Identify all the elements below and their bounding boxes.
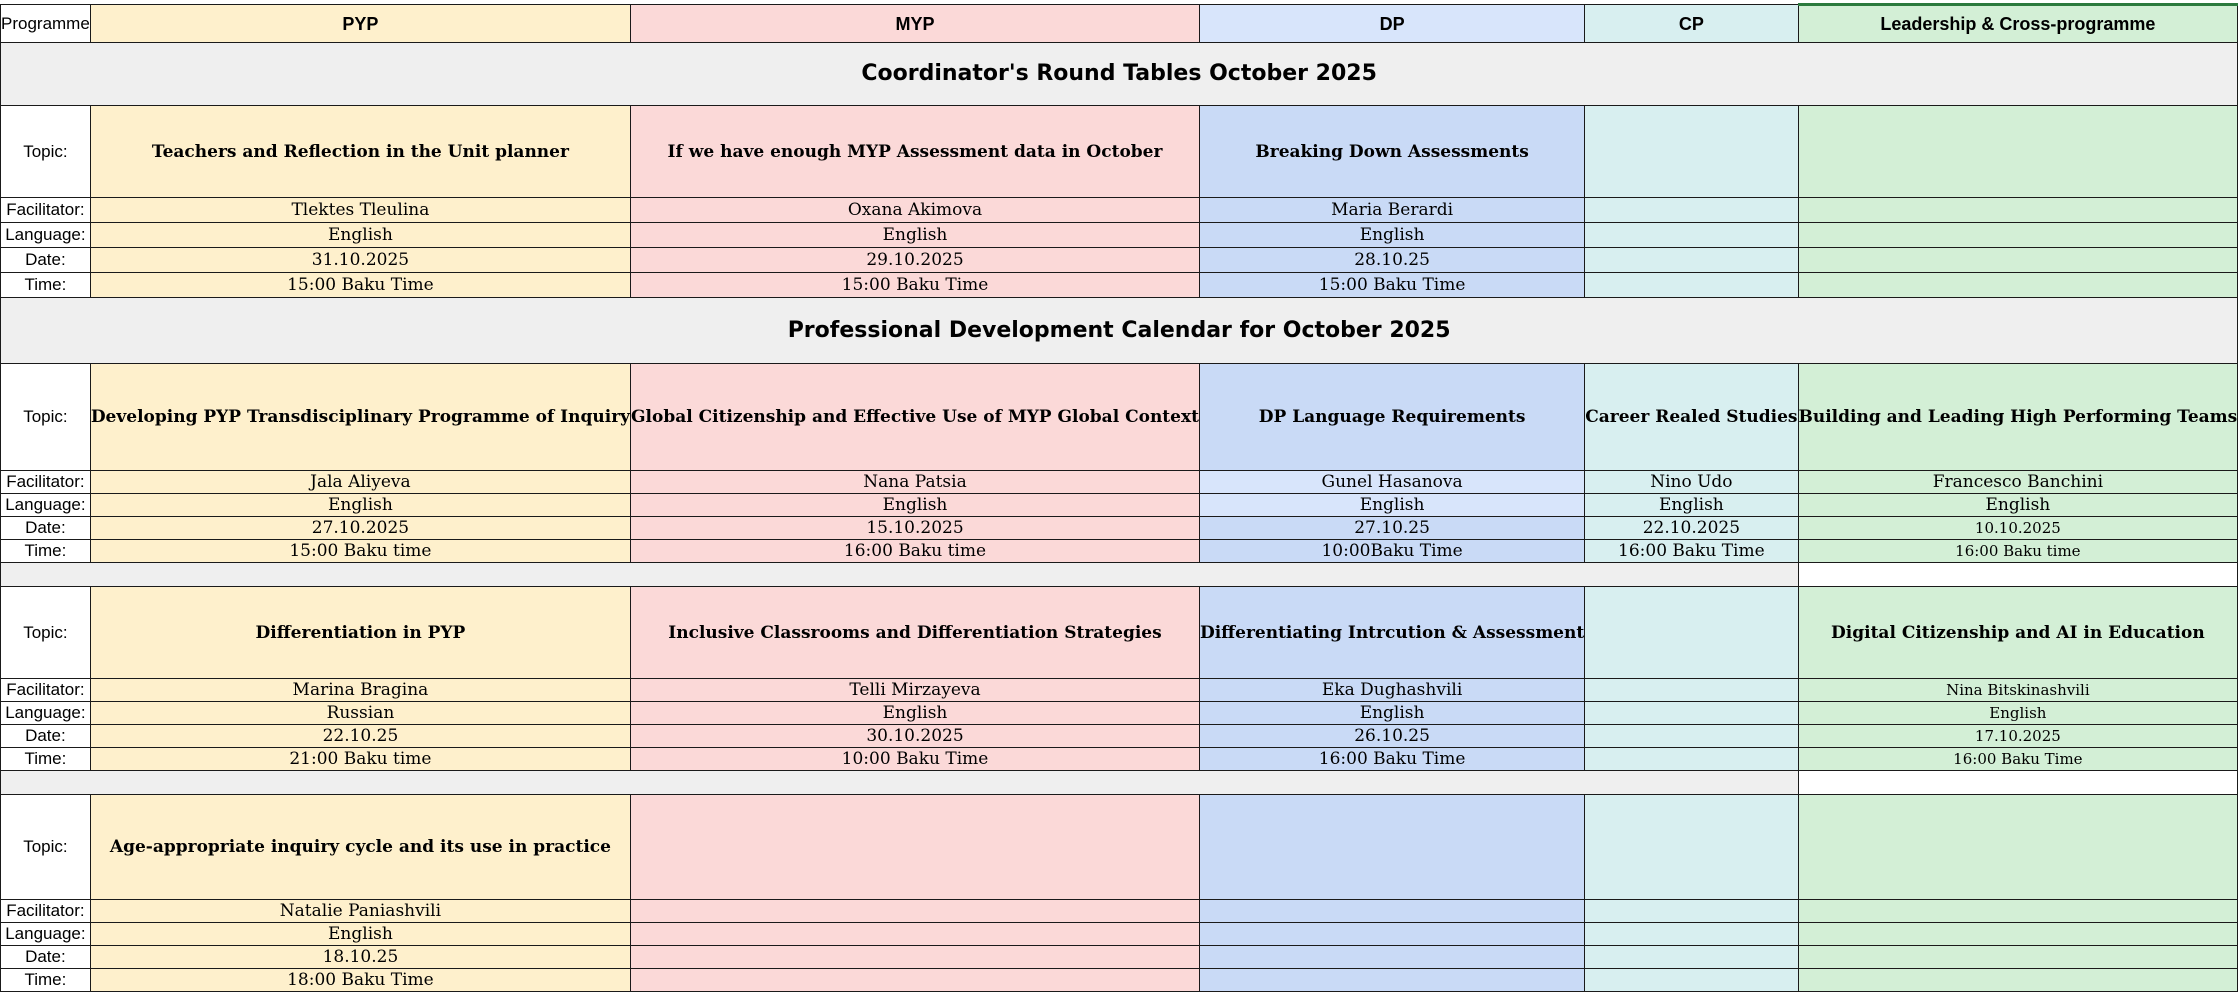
pd3-leadership-topic-cell[interactable] [1798, 795, 2238, 900]
pd1-cp-language-cell[interactable]: English [1585, 494, 1798, 517]
pd1-pyp-facilitator-cell[interactable]: Jala Aliyeva [90, 471, 630, 494]
rt-cp-language-cell[interactable] [1585, 223, 1798, 248]
rt-dp-time-cell[interactable]: 15:00 Baku Time [1199, 273, 1584, 298]
pd3-dp-date-cell[interactable] [1199, 946, 1584, 969]
pd1-cp-facilitator-cell[interactable]: Nino Udo [1585, 471, 1798, 494]
pd1-leadership-topic-cell[interactable]: Building and Leading High Performing Teams [1798, 364, 2238, 471]
pd2-pyp-time-cell[interactable]: 21:00 Baku time [90, 748, 630, 771]
pd-spacer-row-2 [1, 771, 2238, 795]
pd2-dp-topic-cell[interactable]: Differentiating Intrcution & Assessment [1199, 587, 1584, 679]
pd3-myp-date-cell[interactable] [631, 946, 1200, 969]
rt-cp-facilitator-cell[interactable] [1585, 198, 1798, 223]
rt-myp-time-cell[interactable]: 15:00 Baku Time [631, 273, 1200, 298]
pd3-myp-language-cell[interactable] [631, 923, 1200, 946]
pd-spacer-row-1 [1, 563, 2238, 587]
pd1-date-row [1, 517, 2238, 540]
pd2-leadership-facilitator-cell[interactable]: Nina Bitskinashvili [1798, 679, 2238, 702]
pd1-language-row [1, 494, 2238, 517]
rt-leadership-facilitator-cell[interactable] [1798, 198, 2238, 223]
pd3-dp-topic-cell[interactable] [1199, 795, 1584, 900]
rt-dp-language-cell[interactable]: English [1199, 223, 1584, 248]
pd1-leadership-facilitator-cell[interactable]: Francesco Banchini [1798, 471, 2238, 494]
pd3-dp-facilitator-cell[interactable] [1199, 900, 1584, 923]
rt-cp-date-cell[interactable] [1585, 248, 1798, 273]
pd3-cp-topic-cell[interactable] [1585, 795, 1798, 900]
pd2-cp-facilitator-cell[interactable] [1585, 679, 1798, 702]
pd1-cp-time-cell[interactable]: 16:00 Baku Time [1585, 540, 1798, 563]
date-label-cell[interactable]: Date: [1, 725, 91, 748]
pd2-leadership-topic-cell[interactable]: Digital Citizenship and AI in Education [1798, 587, 2238, 679]
pd2-cp-topic-cell[interactable] [1585, 587, 1798, 679]
pd2-myp-time-cell[interactable]: 10:00 Baku Time [631, 748, 1200, 771]
pd3-topic-row [1, 795, 2238, 900]
pd1-dp-facilitator-cell[interactable]: Gunel Hasanova [1199, 471, 1584, 494]
rt-cp-time-cell[interactable] [1585, 273, 1798, 298]
pd1-time-row [1, 540, 2238, 563]
pd2-cp-date-cell[interactable] [1585, 725, 1798, 748]
pd2-leadership-time-cell[interactable]: 16:00 Baku Time [1798, 748, 2238, 771]
pd2-pyp-language-cell[interactable]: Russian [90, 702, 630, 725]
topic-label-cell[interactable]: Topic: [1, 587, 91, 679]
rt-topic-row [1, 106, 2238, 198]
pd2-time-row [1, 748, 2238, 771]
myp-header-cell[interactable]: MYP [631, 5, 1200, 43]
cp-header-cell[interactable]: CP [1585, 5, 1798, 43]
pd1-topic-row [1, 364, 2238, 471]
dp-header-cell[interactable]: DP [1199, 5, 1584, 43]
pd3-myp-facilitator-cell[interactable] [631, 900, 1200, 923]
pd2-topic-row [1, 587, 2238, 679]
pd1-cp-topic-cell[interactable]: Career Realed Studies [1585, 364, 1798, 471]
pd1-facilitator-row [1, 471, 2238, 494]
rt-cp-topic-cell[interactable] [1585, 106, 1798, 198]
facilitator-label-cell[interactable]: Facilitator: [1, 471, 91, 494]
pd2-dp-date-cell[interactable]: 26.10.25 [1199, 725, 1584, 748]
rt-dp-facilitator-cell[interactable]: Maria Berardi [1199, 198, 1584, 223]
pd2-pyp-facilitator-cell[interactable]: Marina Bragina [90, 679, 630, 702]
pd3-pyp-topic-cell[interactable]: Age-appropriate inquiry cycle and its use in practice [90, 795, 630, 900]
spacer-cell [1798, 563, 2238, 587]
pd1-dp-topic-cell[interactable]: DP Language Requirements [1199, 364, 1584, 471]
pd2-facilitator-row [1, 679, 2238, 702]
rt-myp-date-cell[interactable]: 29.10.2025 [631, 248, 1200, 273]
pd2-date-row [1, 725, 2238, 748]
pd1-pyp-topic-cell[interactable]: Developing PYP Transdisciplinary Programme of Inquiry [90, 364, 630, 471]
date-label-cell[interactable]: Date: [1, 517, 91, 540]
pd2-leadership-language-cell[interactable]: English [1798, 702, 2238, 725]
pd3-date-row [1, 946, 2238, 969]
pd2-cp-language-cell[interactable] [1585, 702, 1798, 725]
rt-dp-date-cell[interactable]: 28.10.25 [1199, 248, 1584, 273]
rt-leadership-topic-cell[interactable] [1798, 106, 2238, 198]
topic-label-cell[interactable]: Topic: [1, 106, 91, 198]
facilitator-label-cell[interactable]: Facilitator: [1, 900, 91, 923]
programme-header-cell[interactable]: Programme [1, 5, 91, 43]
pd1-leadership-time-cell[interactable]: 16:00 Baku time [1798, 540, 2238, 563]
topic-label-cell[interactable]: Topic: [1, 364, 91, 471]
rt-pyp-facilitator-cell[interactable]: Tlektes Tleulina [90, 198, 630, 223]
facilitator-label-cell[interactable]: Facilitator: [1, 198, 91, 223]
spacer-cell [1798, 771, 2238, 795]
pd2-language-row [1, 702, 2238, 725]
rt-language-row [1, 223, 2238, 248]
rt-time-row [1, 273, 2238, 298]
time-label-cell[interactable]: Time: [1, 969, 91, 992]
pd3-leadership-facilitator-cell[interactable] [1798, 900, 2238, 923]
rt-pyp-date-cell[interactable]: 31.10.2025 [90, 248, 630, 273]
pd1-pyp-language-cell[interactable]: English [90, 494, 630, 517]
rt-date-row [1, 248, 2238, 273]
pd3-pyp-time-cell[interactable]: 18:00 Baku Time [90, 969, 630, 992]
rt-leadership-time-cell[interactable] [1798, 273, 2238, 298]
pd3-cp-language-cell[interactable] [1585, 923, 1798, 946]
pd2-myp-date-cell[interactable]: 30.10.2025 [631, 725, 1200, 748]
pd3-leadership-language-cell[interactable] [1798, 923, 2238, 946]
rt-pyp-time-cell[interactable]: 15:00 Baku Time [90, 273, 630, 298]
spacer-cell [1, 771, 1799, 795]
pd3-facilitator-row [1, 900, 2238, 923]
pd3-cp-date-cell[interactable] [1585, 946, 1798, 969]
pd3-time-row [1, 969, 2238, 992]
rt-myp-facilitator-cell[interactable]: Oxana Akimova [631, 198, 1200, 223]
topic-label-cell[interactable]: Topic: [1, 795, 91, 900]
pd3-language-row [1, 923, 2238, 946]
pd1-dp-language-cell[interactable]: English [1199, 494, 1584, 517]
pd1-myp-facilitator-cell[interactable]: Nana Patsia [631, 471, 1200, 494]
time-label-cell[interactable]: Time: [1, 540, 91, 563]
pd3-cp-facilitator-cell[interactable] [1585, 900, 1798, 923]
pd3-pyp-facilitator-cell[interactable]: Natalie Paniashvili [90, 900, 630, 923]
pd3-leadership-date-cell[interactable] [1798, 946, 2238, 969]
pd2-pyp-topic-cell[interactable]: Differentiation in PYP [90, 587, 630, 679]
pd2-pyp-date-cell[interactable]: 22.10.25 [90, 725, 630, 748]
pd-calendar-title-cell[interactable]: Professional Development Calendar for October 2025 [1, 298, 2238, 364]
pd1-leadership-language-cell[interactable]: English [1798, 494, 2238, 517]
pd2-dp-facilitator-cell[interactable]: Eka Dughashvili [1199, 679, 1584, 702]
pd1-myp-date-cell[interactable]: 15.10.2025 [631, 517, 1200, 540]
pd3-dp-language-cell[interactable] [1199, 923, 1584, 946]
rt-pyp-language-cell[interactable]: English [90, 223, 630, 248]
language-label-cell[interactable]: Language: [1, 494, 91, 517]
language-label-cell[interactable]: Language: [1, 923, 91, 946]
pd2-dp-language-cell[interactable]: English [1199, 702, 1584, 725]
facilitator-label-cell[interactable]: Facilitator: [1, 679, 91, 702]
pd1-pyp-time-cell[interactable]: 15:00 Baku time [90, 540, 630, 563]
pd2-dp-time-cell[interactable]: 16:00 Baku Time [1199, 748, 1584, 771]
pd1-leadership-date-cell[interactable]: 10.10.2025 [1798, 517, 2238, 540]
pd3-myp-topic-cell[interactable] [631, 795, 1200, 900]
pd3-myp-time-cell[interactable] [631, 969, 1200, 992]
pd3-leadership-time-cell[interactable] [1798, 969, 2238, 992]
pd3-dp-time-cell[interactable] [1199, 969, 1584, 992]
pd1-pyp-date-cell[interactable]: 27.10.2025 [90, 517, 630, 540]
spacer-cell [1, 563, 1799, 587]
pd1-myp-time-cell[interactable]: 16:00 Baku time [631, 540, 1200, 563]
pyp-header-cell[interactable]: PYP [90, 5, 630, 43]
pd1-dp-date-cell[interactable]: 27.10.25 [1199, 517, 1584, 540]
pd2-myp-language-cell[interactable]: English [631, 702, 1200, 725]
date-label-cell[interactable]: Date: [1, 946, 91, 969]
rt-leadership-date-cell[interactable] [1798, 248, 2238, 273]
pd2-myp-facilitator-cell[interactable]: Telli Mirzayeva [631, 679, 1200, 702]
pd2-cp-time-cell[interactable] [1585, 748, 1798, 771]
language-label-cell[interactable]: Language: [1, 223, 91, 248]
time-label-cell[interactable]: Time: [1, 748, 91, 771]
pd1-cp-date-cell[interactable]: 22.10.2025 [1585, 517, 1798, 540]
pd1-dp-time-cell[interactable]: 10:00Baku Time [1199, 540, 1584, 563]
pd2-leadership-date-cell[interactable]: 17.10.2025 [1798, 725, 2238, 748]
rt-leadership-language-cell[interactable] [1798, 223, 2238, 248]
spreadsheet-grid [0, 3, 2238, 992]
rt-dp-topic-cell[interactable]: Breaking Down Assessments [1199, 106, 1584, 198]
pd2-myp-topic-cell[interactable]: Inclusive Classrooms and Differentiation Strategies [631, 587, 1200, 679]
header-row [1, 5, 2238, 43]
pd1-myp-language-cell[interactable]: English [631, 494, 1200, 517]
rt-myp-topic-cell[interactable]: If we have enough MYP Assessment data in October [631, 106, 1200, 198]
pd3-cp-time-cell[interactable] [1585, 969, 1798, 992]
date-label-cell[interactable]: Date: [1, 248, 91, 273]
rt-pyp-topic-cell[interactable]: Teachers and Reflection in the Unit planner [90, 106, 630, 198]
language-label-cell[interactable]: Language: [1, 702, 91, 725]
rt-facilitator-row [1, 198, 2238, 223]
round-tables-title-cell[interactable]: Coordinator's Round Tables October 2025 [1, 43, 2238, 106]
leadership-header-cell[interactable]: Leadership & Cross-programme [1798, 5, 2238, 43]
rt-myp-language-cell[interactable]: English [631, 223, 1200, 248]
time-label-cell[interactable]: Time: [1, 273, 91, 298]
pd3-pyp-language-cell[interactable]: English [90, 923, 630, 946]
pd1-myp-topic-cell[interactable]: Global Citizenship and Effective Use of MYP Global Context [631, 364, 1200, 471]
pd3-pyp-date-cell[interactable]: 18.10.25 [90, 946, 630, 969]
